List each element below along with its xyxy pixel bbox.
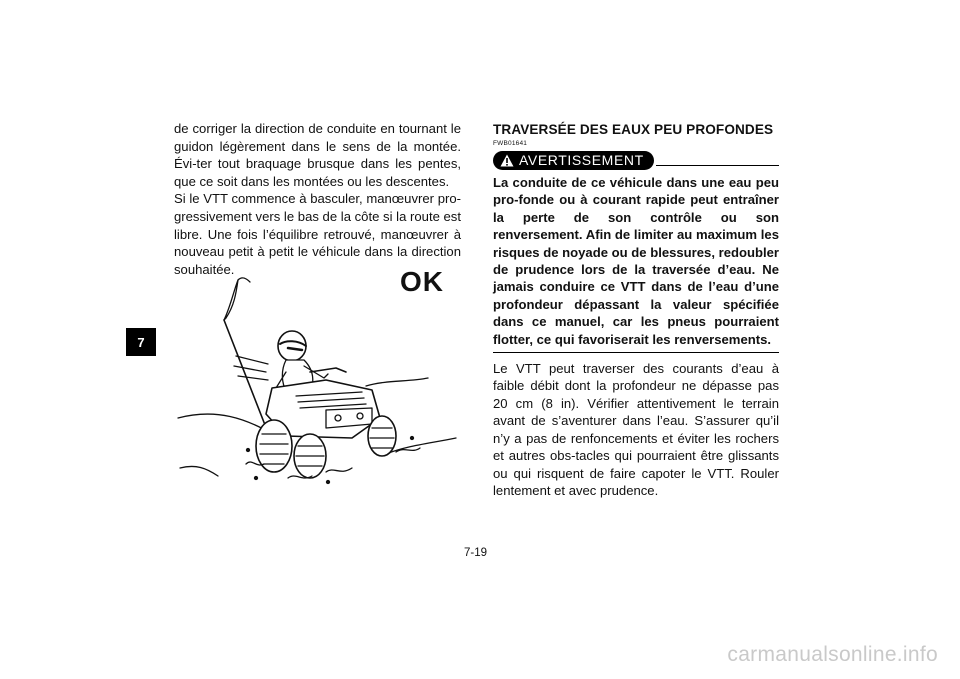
- watermark: carmanualsonline.info: [727, 643, 938, 666]
- section-heading: TRAVERSÉE DES EAUX PEU PROFONDES: [493, 122, 774, 137]
- left-paragraph-2: Si le VTT commence à basculer, manœuvrer pro-gressivement vers le bas de la côte si la route est libre. Une fois l’équilibre retrouvé, manœuvrer à nouveau petit à petit le véhicule dans la direction souhaitée.: [174, 191, 461, 277]
- atv-uphill-illustration: [176, 268, 462, 492]
- left-paragraph-1: de corriger la direction de conduite en tournant le guidon légèrement dans le sens de la montée. Évi-ter tout braquage brusque dans les pentes, que ce soit dans les montées ou les descentes.: [174, 121, 461, 189]
- warning-label: AVERTISSEMENT: [519, 152, 644, 168]
- warning-badge: [493, 151, 654, 170]
- warning-header: [493, 149, 779, 171]
- ok-label: OK: [400, 266, 444, 297]
- warning-rule: [656, 165, 779, 166]
- warning-triangle-icon: [500, 154, 514, 167]
- right-column: [493, 121, 779, 499]
- left-column: [174, 120, 461, 278]
- warning-text: La conduite de ce véhicule dans une eau peu pro-fonde ou à courant rapide peut entraîner la perte de son contrôle ou son renversement. Afin de limiter au maximum les risques de noyade ou de blessures, redoubler de prudence lors de la traversée d’eau. Ne jamais conduire ce VTT dans de l’eau d’une profondeur dépassant la valeur spécifiée dans ce manuel, car les pneus pourraient flotter, ce qui favoriserait les renversements.: [493, 174, 779, 353]
- chapter-tab: 7: [126, 328, 156, 356]
- body-text: Le VTT peut traverser des courants d’eau à faible débit dont la profondeur ne dépasse pas 20 cm (8 in). Vérifier attentivement le terrain avant de s’aventurer dans l’eau. S’assurer qu’il n’y a pas de renfoncements et éviter les rochers et autres obs-tacles qui pourraient être glissants ou qui risquent de faire capoter le VTT. Rouler lentement et avec prudence.: [493, 361, 779, 498]
- page-number: 7-19: [464, 547, 488, 559]
- warning-code: FWB01641: [493, 140, 528, 147]
